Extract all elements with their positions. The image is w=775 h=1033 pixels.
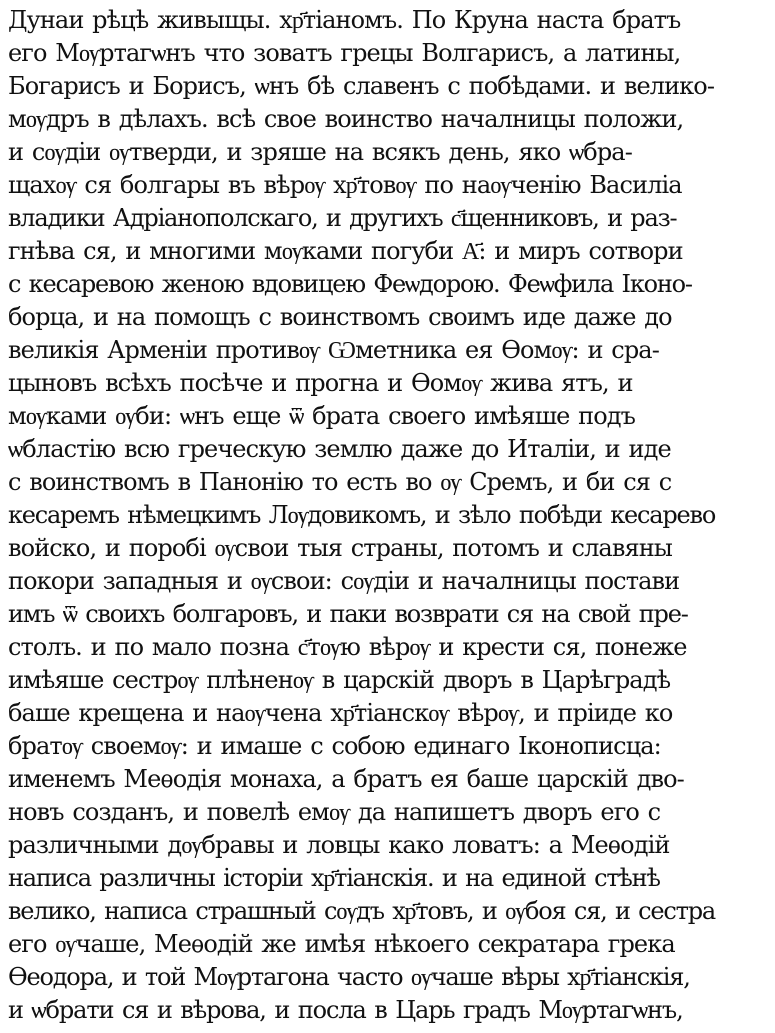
text-line-7: владики Адріанополскаго, и другихъ с҃щенниковъ, и раз- [8,204,677,232]
text-line-22: баше крещена и наѹчена хр҃тіанскѹ вѣрѹ, и пріиде ко [8,699,673,727]
text-line-9: с кесаревою женою вдовицею Феѡдорою. Феѡфила Іконо- [8,270,692,298]
text-line-26: различными дѹбравы и ловцы како ловатъ: а Меѳодій [8,831,670,859]
text-line-28: велико, написа страшный сѹдъ хр҃товъ, и ѹбоя ся, и сестра [8,897,716,925]
text-line-11: великія Арменіи противѹ Ѡметника ея Ѳомѹ: и сра- [8,336,659,364]
text-line-6: щахѹ ся болгары въ вѣрѹ хр҃товѹ по наѹченію Василіа [8,171,682,199]
text-body [8,4,768,1027]
text-line-2: его Мѹртагѡнъ что зоватъ грецы Волгарисъ, а латины, [8,39,681,67]
text-line-31: и ѡбрати ся и вѣрова, и посла в Царь градъ Мѹртагѡнъ, [8,996,683,1024]
text-line-12: цыновъ всѣхъ посѣче и прогна и Ѳомѹ жива ятъ, и [8,369,633,397]
text-line-29: его ѹчаше, Меѳодій же имѣя нѣкоего секратара грека [8,930,675,958]
text-line-4: мѹдръ в дѣлахъ. всѣ свое воинство началницы положи, [8,105,684,133]
text-line-30: Ѳеодора, и той Мѹртагона часто ѹчаше вѣры хр҃тіанскія, [8,963,690,991]
text-line-15: с воинствомъ в Панонію то есть во ѹ Сремъ, и би ся с [8,468,672,496]
text-line-25: новъ созданъ, и повелѣ емѹ да напишетъ дворъ его с [8,798,661,826]
text-line-10: борца, и на помощъ с воинствомъ своимъ иде даже до [8,303,672,331]
text-line-18: покори западныя и ѹсвои: сѹдіи и началницы постави [8,567,680,595]
text-line-8: гнѣва ся, и многими мѹками погуби А҃: и миръ сотвори [8,237,683,265]
text-line-27: написа различны історіи хр҃тіанскія. и на единой стѣнѣ [8,864,660,892]
text-line-19: имъ ѿ своихъ болгаровъ, и паки возврати ся на свой пре- [8,600,688,628]
text-line-14: ѡбластію всю греческую землю даже до Италіи, и иде [8,435,671,463]
text-line-23: братѹ своемѹ: и имаше с собою единаго Іконописца: [8,732,661,760]
text-line-20: столъ. и по мало позна с҃тѹю вѣрѹ и крести ся, понеже [8,633,687,661]
text-line-16: кесаремъ нѣмецкимъ Лѹдовикомъ, и зѣло побѣди кесарево [8,501,716,529]
text-line-17: войско, и поробі ѹсвои тыя страны, потомъ и славяны [8,534,672,562]
text-line-1: Дунаи рѣцѣ живыщы. хр҃тіаномъ. По Круна наста братъ [8,6,681,34]
text-line-24: именемъ Меѳодія монаха, а братъ ея баше царскій дво- [8,765,684,793]
text-line-5: и сѹдіи ѹтверди, и зряше на всякъ день, яко ѡбра- [8,138,632,166]
text-line-21: имѣяше сестрѹ плѣненѹ в царскій дворъ в Царѣградѣ [8,666,671,694]
text-line-13: мѹками ѹби: ѡнъ еще ѿ брата своего имѣяше подъ [8,402,636,430]
text-line-3: Богарисъ и Борисъ, ѡнъ бѣ славенъ с побѣдами. и велико- [8,72,715,100]
